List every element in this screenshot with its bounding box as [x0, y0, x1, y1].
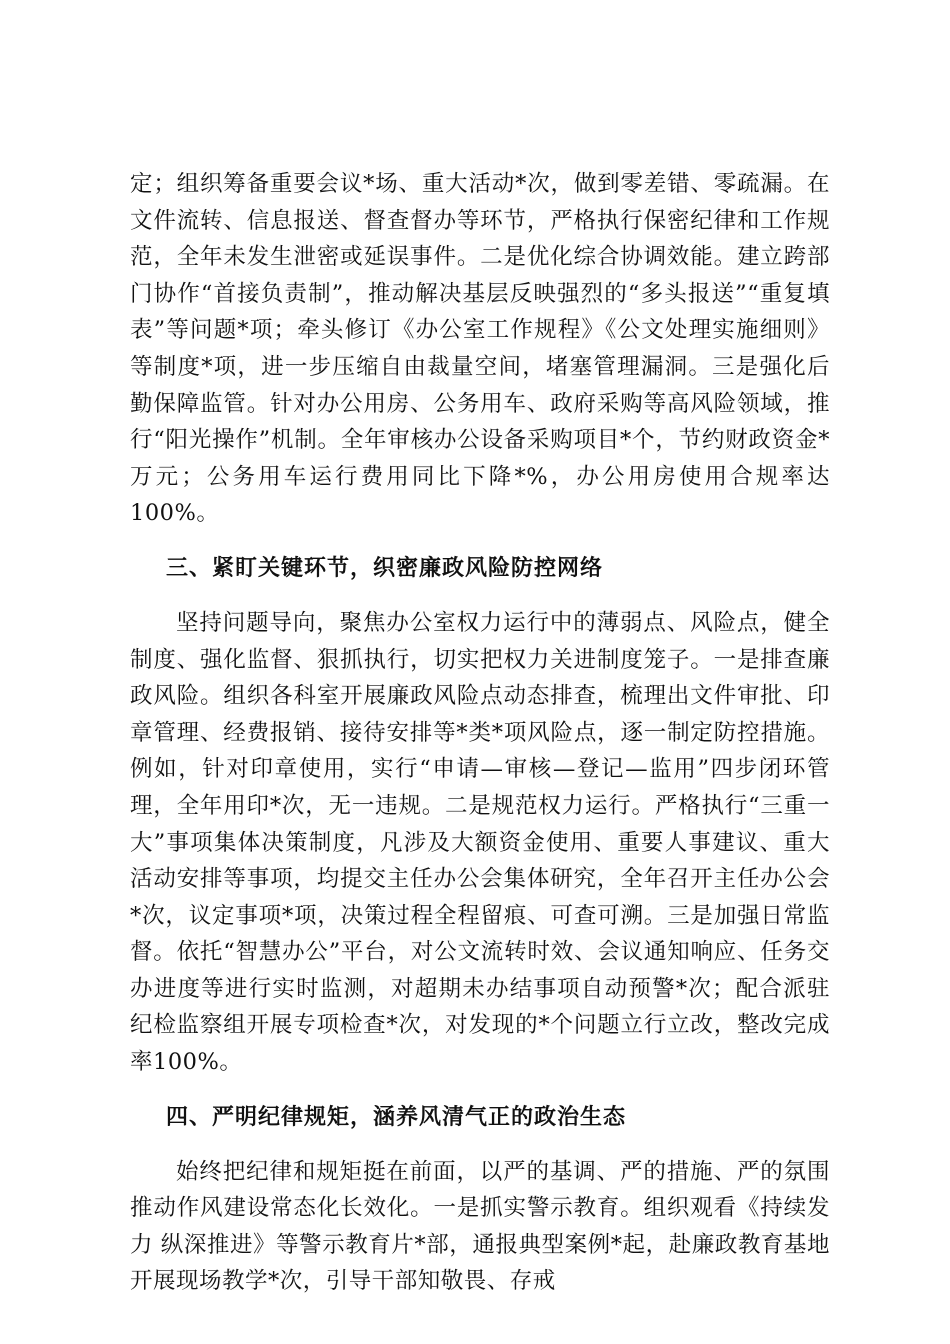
document-body: [130, 166, 830, 1300]
section-heading-3: 三、紧盯关键环节，织密廉政风险防控网络: [166, 555, 604, 581]
paragraph-section-3: 坚持问题导向，聚焦办公室权力运行中的薄弱点、风险点，健全制度、强化监督、狠抓执行，切实把权力关进制度笼子。一是排查廉政风险。组织各科室开展廉政风险点动态排查，梳理出文件审批、印章管理、经费报销、接待安排等*类*项风险点，逐一制定防控措施。例如，针对印章使用，实行“申请—审核—登记—监用”四步闭环管理，全年用印*次，无一违规。二是规范权力运行。严格执行“三重一大”事项集体决策制度，凡涉及大额资金使用、重要人事建议、重大活动安排等事项，均提交主任办公会集体研究，全年召开主任办公会*次，议定事项*项，决策过程全程留痕、可查可溯。三是加强日常监督。依托“智慧办公”平台，对公文流转时效、会议通知响应、任务交办进度等进行实时监测，对超期未办结事项自动预警*次；配合派驻纪检监察组开展专项检查*次，对发现的*个问题立行立改，整改完成率100%。: [130, 609, 830, 1076]
section-heading-4: 四、严明纪律规矩，涵养风清气正的政治生态: [166, 1104, 627, 1130]
paragraph-section-4: 始终把纪律和规矩挺在前面，以严的基调、严的措施、严的氛围推动作风建设常态化长效化。一是抓实警示教育。组织观看《持续发力 纵深推进》等警示教育片*部，通报典型案例*起，赴廉政教育基地开展现场教学*次，引导干部知敬畏、存戒: [130, 1158, 830, 1295]
paragraph-continued: 定；组织筹备重要会议*场、重大活动*次，做到零差错、零疏漏。在文件流转、信息报送、督查督办等环节，严格执行保密纪律和工作规范，全年未发生泄密或延误事件。二是优化综合协调效能。建立跨部门协作“首接负责制”，推动解决基层反映强烈的“多头报送”“重复填表”等问题*项；牵头修订《办公室工作规程》《公文处理实施细则》等制度*项，进一步压缩自由裁量空间，堵塞管理漏洞。三是强化后勤保障监管。针对办公用房、公务用车、政府采购等高风险领域，推行“阳光操作”机制。全年审核办公设备采购项目*个，节约财政资金*万元；公务用车运行费用同比下降*%，办公用房使用合规率达100%。: [130, 171, 830, 527]
